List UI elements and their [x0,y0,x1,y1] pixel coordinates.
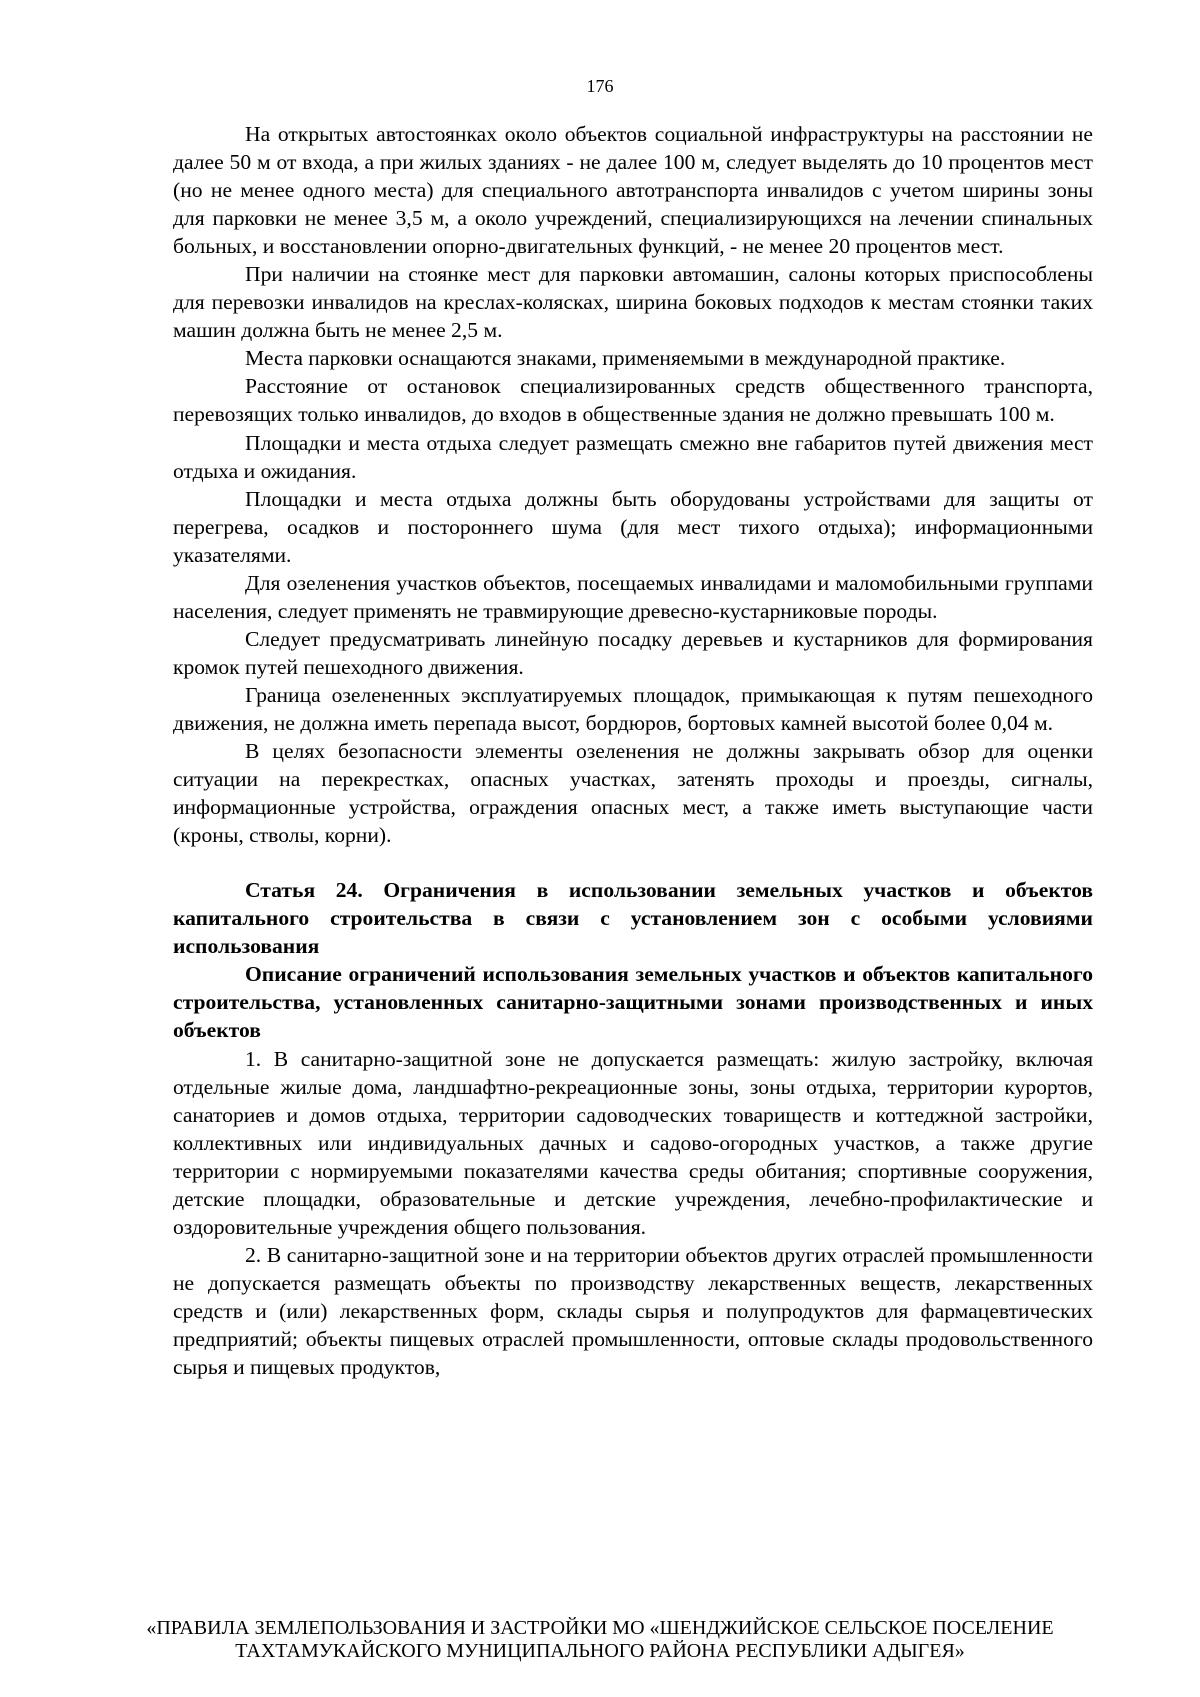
document-footer [0,1617,1200,1663]
paragraph: Площадки и места отдыха должны быть оборудованы устройствами для защиты от перегрева, осадков и постороннего шума (для мест тихого отдыха); информационными указателями. [173,486,1093,567]
page-number: 176 [586,76,614,96]
paragraph: Граница озелененных эксплуатируемых площадок, примыкающая к путям пешеходного движения, не должна иметь перепада высот, бордюров, бортовых камней высотой более 0,04 м. [173,682,1093,735]
paragraph: Следует предусматривать линейную посадку деревьев и кустарников для формирования кромок путей пешеходного движения. [173,626,1093,679]
paragraph: В целях безопасности элементы озеленения не должны закрывать обзор для оценки ситуации на перекрестках, опасных участках, затенять проходы и проезды, сигналы, информационные устройства, ограждения опасных мест, а также иметь выступающие части (кроны, стволы, корни). [173,739,1093,848]
page-body [173,120,1093,1381]
footer-line: ТАХТАМУКАЙСКОГО МУНИЦИПАЛЬНОГО РАЙОНА РЕСПУБЛИКИ АДЫГЕЯ» [235,1640,965,1662]
article-title: Статья 24. Ограничения в использовании земельных участков и объектов капитального строительства в связи с установлением зон с особыми условиями использования [173,878,1093,959]
list-item: 2. В санитарно-защитной зоне и на территории объектов других отраслей промышленности не допускается размещать объекты по производству лекарственных веществ, лекарственных средств и (или) лекарственных форм, склады сырья и полупродуктов для фармацевтических предприятий; объекты пищевых отраслей промышленности, оптовые склады продовольственного сырья и пищевых продуктов, [173,1242,1093,1380]
paragraph: Места парковки оснащаются знаками, применяемыми в международной практике. [245,346,1006,371]
paragraph: При наличии на стоянке мест для парковки автомашин, салоны которых приспособлены для перевозки инвалидов на креслах-колясках, ширина боковых подходов к местам стоянки таких машин должна быть не менее 2,5 м. [173,262,1093,343]
section-heading: Описание ограничений использования земельных участков и объектов капитального строительства, установленных санитарно-защитными зонами производственных и иных объектов [173,962,1093,1043]
list-item: 1. В санитарно-защитной зоне не допускается размещать: жилую застройку, включая отдельные жилые дома, ландшафтно-рекреационные зоны, зоны отдыха, территории курортов, санаториев и домов отдыха, территории садоводческих товариществ и коттеджной застройки, коллективных или индивидуальных дачных и садово-огородных участков, а также другие территории с нормируемыми показателями качества среды обитания; спортивные сооружения, детские площадки, образовательные и детские учреждения, лечебно-профилактические и оздоровительные учреждения общего пользования. [173,1046,1093,1239]
paragraph: Площадки и места отдыха следует размещать смежно вне габаритов путей движения мест отдыха и ожидания. [173,430,1093,483]
paragraph: Расстояние от остановок специализированных средств общественного транспорта, перевозящих только инвалидов, до входов в общественные здания не должно превышать 100 м. [173,374,1093,427]
paragraph: Для озеленения участков объектов, посещаемых инвалидами и маломобильными группами населения, следует применять не травмирующие древесно-кустарниковые породы. [173,570,1093,623]
footer-line: «ПРАВИЛА ЗЕМЛЕПОЛЬЗОВАНИЯ И ЗАСТРОЙКИ МО «ШЕНДЖИЙСКОЕ СЕЛЬСКОЕ ПОСЕЛЕНИЕ [146,1617,1054,1639]
paragraph: На открытых автостоянках около объектов социальной инфраструктуры на расстоянии не далее 50 м от входа, а при жилых зданиях - не далее 100 м, следует выделять до 10 процентов мест (но не менее одного места) для специального автотранспорта инвалидов с учетом ширины зоны для парковки не менее 3,5 м, а около учреждений, специализирующихся на лечении спинальных больных, и восстановлении опорно-двигательных функций, - не менее 20 процентов мест. [173,122,1093,259]
